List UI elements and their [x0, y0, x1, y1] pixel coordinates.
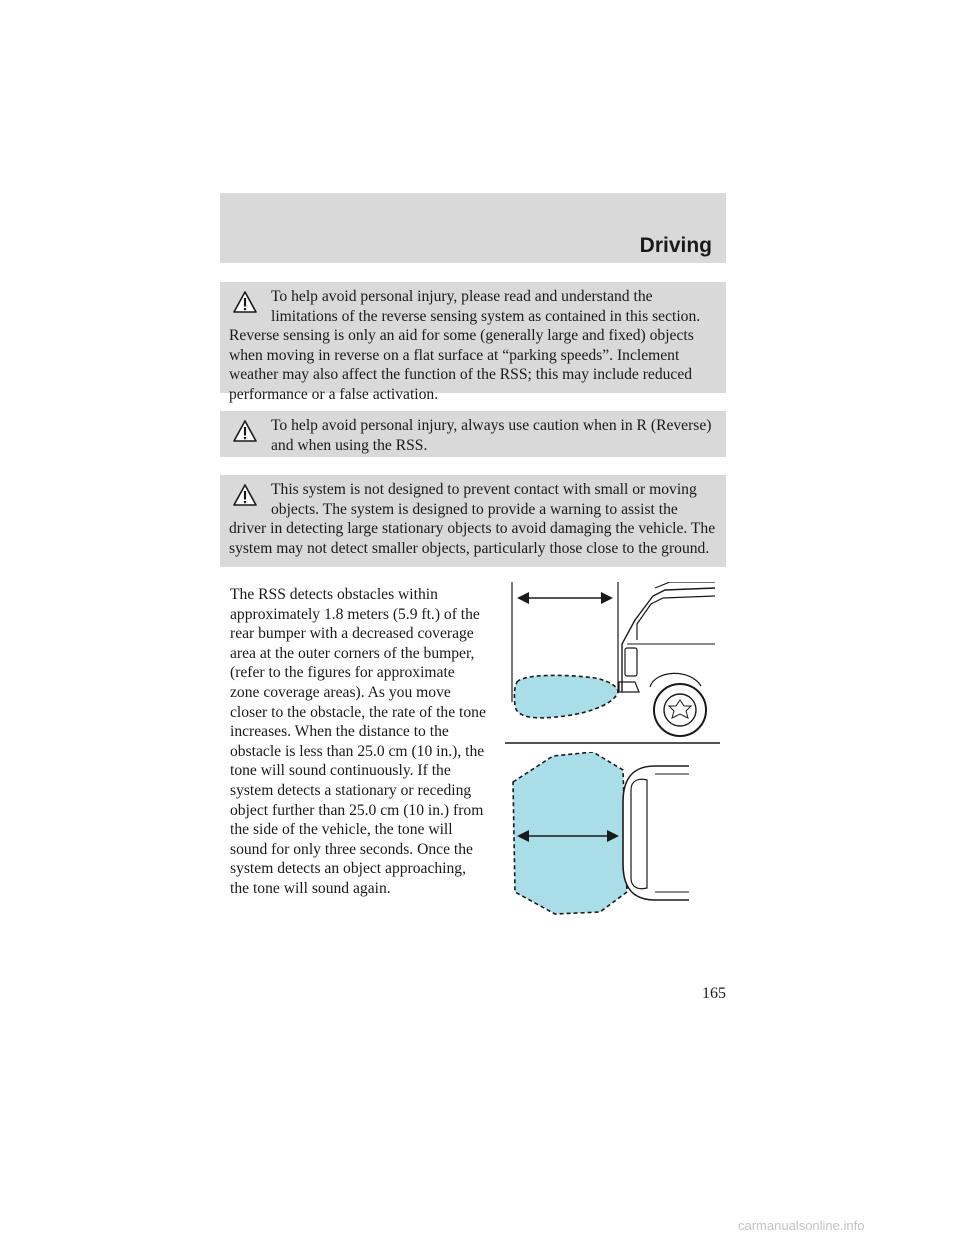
page-number: 165 [702, 985, 726, 1002]
section-title: Driving [639, 234, 712, 257]
warning-triangle-icon [233, 420, 257, 442]
rear-window-top [631, 779, 647, 888]
warning-text: To help avoid personal injury, please read and understand the limitations of the reverse sensing system as contained in this section. Reverse sensing is only an aid for some (generally large and fixed) objects when moving in reverse on a flat surface at “parking speeds”. Inclement weather may also affect the function of the RSS; this may include reduced performance or a false activation. [229, 288, 701, 403]
side-view-coverage-figure [505, 582, 720, 747]
tail-light [625, 648, 637, 676]
warning-text: This system is not designed to prevent contact with small or moving objects. The system is designed to provide a warning to assist the driver in detecting large stationary objects to avoid damaging the vehicle. The system may not detect smaller objects, particularly those close to the ground. [229, 481, 716, 557]
roof-rack [655, 582, 715, 588]
site-watermark: carmanualsonline.info [738, 1218, 865, 1233]
rear-coverage-zone [514, 675, 618, 717]
warning-box-small-objects [220, 475, 726, 567]
range-arrow-left-head [517, 592, 529, 604]
warning-box-limitations [220, 282, 726, 403]
range-arrow-right-head [601, 592, 613, 604]
warning-triangle-icon [233, 291, 257, 313]
section-header-band [220, 193, 726, 263]
warning-box-caution [220, 411, 726, 457]
warning-triangle-icon [233, 484, 257, 506]
top-view-coverage-figure [505, 752, 700, 922]
warning-text: To help avoid personal injury, always use caution when in R (Reverse) and when using the RSS. [271, 417, 712, 454]
rss-description-paragraph: The RSS detects obstacles within approximately 1.8 meters (5.9 ft.) of the rear bumper with a decreased coverage area at the outer corners of the bumper, (refer to the figures for approximate zone coverage areas). As you move closer to the obstacle, the rate of the tone increases. When the distance to the obstacle is less than 25.0 cm (10 in.), the tone will sound continuously. If the system detects a stationary or receding object further than 25.0 cm (10 in.) from the side of the vehicle, the tone will sound for only three seconds. Once the system detects an object approaching, the tone will sound again. [230, 586, 486, 897]
